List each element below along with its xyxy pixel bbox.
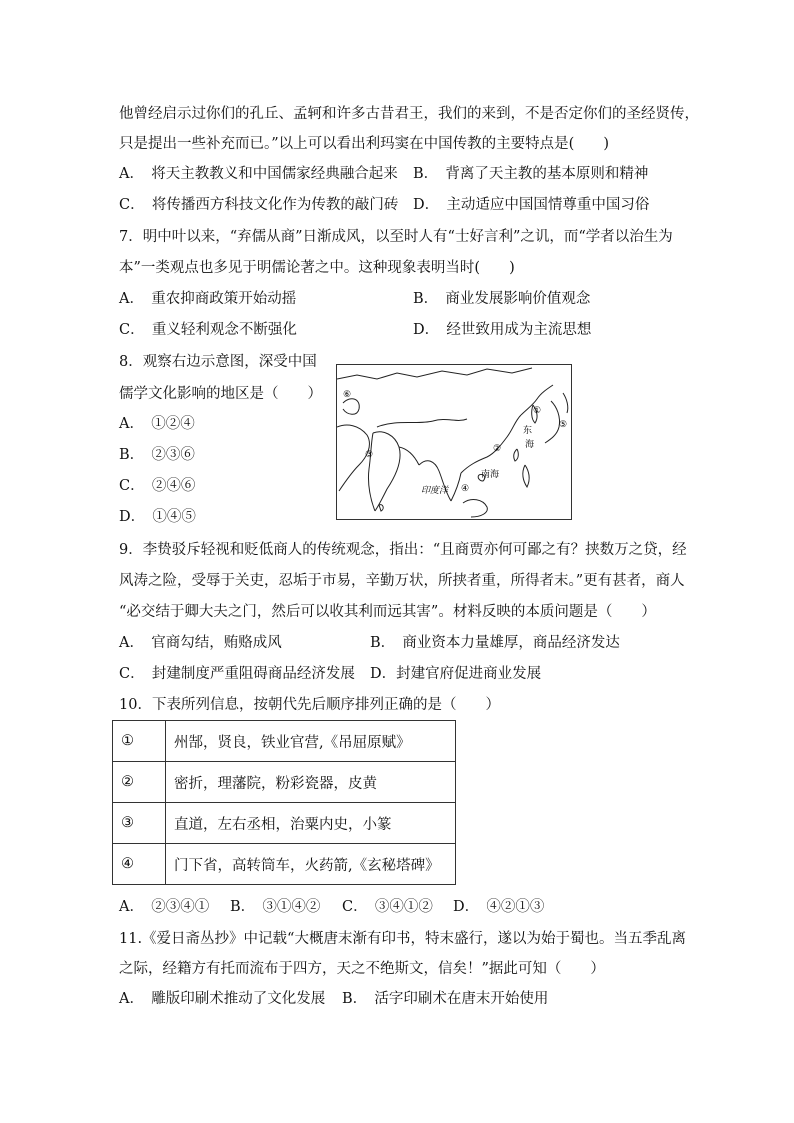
table-row (113, 762, 456, 803)
q8-text-line1: 8．观察右边示意图，深受中国 (119, 354, 317, 370)
table-cell-text: 密折，理藩院，粉彩瓷器，皮黄 (166, 762, 456, 803)
q11-text-line2: 之际，经籍方有托而流布于四方，天之不绝斯文，信矣！”据此可知（ ） (119, 961, 605, 977)
q9-text-line2: 风涛之险，受辱于关吏，忍垢于市易，辛勤万状，所挟者重，所得者末。”更有甚者，商人 (119, 573, 685, 589)
q7-option-d[interactable]: D． 经世致用成为主流思想 (413, 322, 592, 338)
q11-text-line1: 11.《爱日斋丛抄》中记载“大概唐末渐有印书，特末盛行，遂以为始于蜀也。当五季乱离 (119, 931, 686, 947)
map-label-sea: 海 (525, 440, 535, 450)
table-row (113, 844, 456, 885)
q9-text-line1: 9．李贽驳斥轻视和贬低商人的传统观念，指出：“且商贾亦何可鄙之有？挟数万之贷，经 (119, 542, 687, 558)
q7-text-line2: 本”一类观点也多见于明儒论著之中。这种现象表明当时( ) (119, 260, 515, 276)
map-marker-2: ② (493, 444, 502, 454)
map-label-east: 东 (523, 426, 533, 436)
table-row (113, 803, 456, 844)
q9-option-c[interactable]: C． 封建制度严重阻碍商品经济发展 (119, 666, 355, 682)
q8-option-d[interactable]: D． ①④⑤ (119, 509, 196, 525)
table-cell-text: 门下省，高转筒车，火药箭,《玄秘塔碑》 (166, 844, 456, 885)
q8-text-line2: 儒学文化影响的地区是（ ） (119, 386, 322, 402)
map-marker-3: ③ (365, 450, 374, 460)
q9-option-a[interactable]: A． 官商勾结，贿赂成风 (119, 635, 282, 651)
table-cell-text: 直道，左右丞相，治粟内史，小篆 (166, 803, 456, 844)
q10-option-b[interactable]: B． ③①④② (230, 899, 321, 915)
map-label-nanhai: 南海 (481, 470, 500, 480)
map-marker-6: ⑥ (343, 390, 352, 400)
q10-option-d[interactable]: D． ④②①③ (453, 899, 545, 915)
q6-option-d[interactable]: D． 主动适应中国国情尊重中国习俗 (413, 197, 650, 213)
q6-text-line1: 他曾经启示过你们的孔丘、孟轲和许多古昔君王，我们的来到，不是否定你们的圣经贤传， (119, 106, 699, 122)
table-cell-num: ① (113, 721, 166, 762)
map-label-indian-ocean: 印度洋 (421, 486, 449, 496)
q8-option-a[interactable]: A． ①②④ (119, 416, 195, 432)
q11-option-b[interactable]: B． 活字印刷术在唐末开始使用 (342, 991, 549, 1007)
q9-option-d[interactable]: D．封建官府促进商业发展 (370, 666, 542, 682)
q6-option-a[interactable]: A． 将天主教教义和中国儒家经典融合起来 (119, 166, 398, 182)
table-cell-text: 州郜，贤良，铁业官营,《吊屈原赋》 (166, 721, 456, 762)
q6-option-b[interactable]: B． 背离了天主教的基本原则和精神 (413, 166, 649, 182)
q10-info-table (112, 720, 456, 885)
q6-option-c[interactable]: C． 将传播西方科技文化作为传教的敲门砖 (119, 197, 399, 213)
table-cell-num: ② (113, 762, 166, 803)
q9-text-line3: “必交结于卿大夫之门，然后可以收其利而远其害”。材料反映的本质问题是（ ） (119, 604, 656, 620)
q10-text-line1: 10．下表所列信息，按朝代先后顺序排列正确的是（ ） (119, 697, 500, 713)
q8-option-c[interactable]: C． ②④⑥ (119, 478, 196, 494)
q9-option-b[interactable]: B． 商业资本力量雄厚，商品经济发达 (370, 635, 620, 651)
q7-option-b[interactable]: B． 商业发展影响价值观念 (413, 291, 591, 307)
table-cell-num: ④ (113, 844, 166, 885)
map-marker-1: ① (533, 406, 542, 416)
q10-option-a[interactable]: A． ②③④① (119, 899, 210, 915)
asia-map-figure (336, 364, 572, 520)
table-cell-num: ③ (113, 803, 166, 844)
q7-option-c[interactable]: C． 重义轻利观念不断强化 (119, 322, 297, 338)
q8-option-b[interactable]: B． ②③⑥ (119, 447, 195, 463)
q6-text-line2: 只是提出一些补充而已。”以上可以看出利玛窦在中国传教的主要特点是( ) (119, 136, 609, 152)
q11-option-a[interactable]: A． 雕版印刷术推动了文化发展 (119, 991, 326, 1007)
map-marker-4: ④ (461, 484, 470, 494)
q7-text-line1: 7．明中叶以来，“弃儒从商”日渐成风，以至时人有“士好言利”之讥，而“学者以治生为 (119, 229, 673, 245)
map-marker-5: ⑤ (559, 420, 568, 430)
table-row (113, 721, 456, 762)
q10-option-c[interactable]: C． ③④①② (342, 899, 433, 915)
asia-map-drawing (337, 365, 571, 519)
q7-option-a[interactable]: A． 重农抑商政策开始动摇 (119, 291, 297, 307)
